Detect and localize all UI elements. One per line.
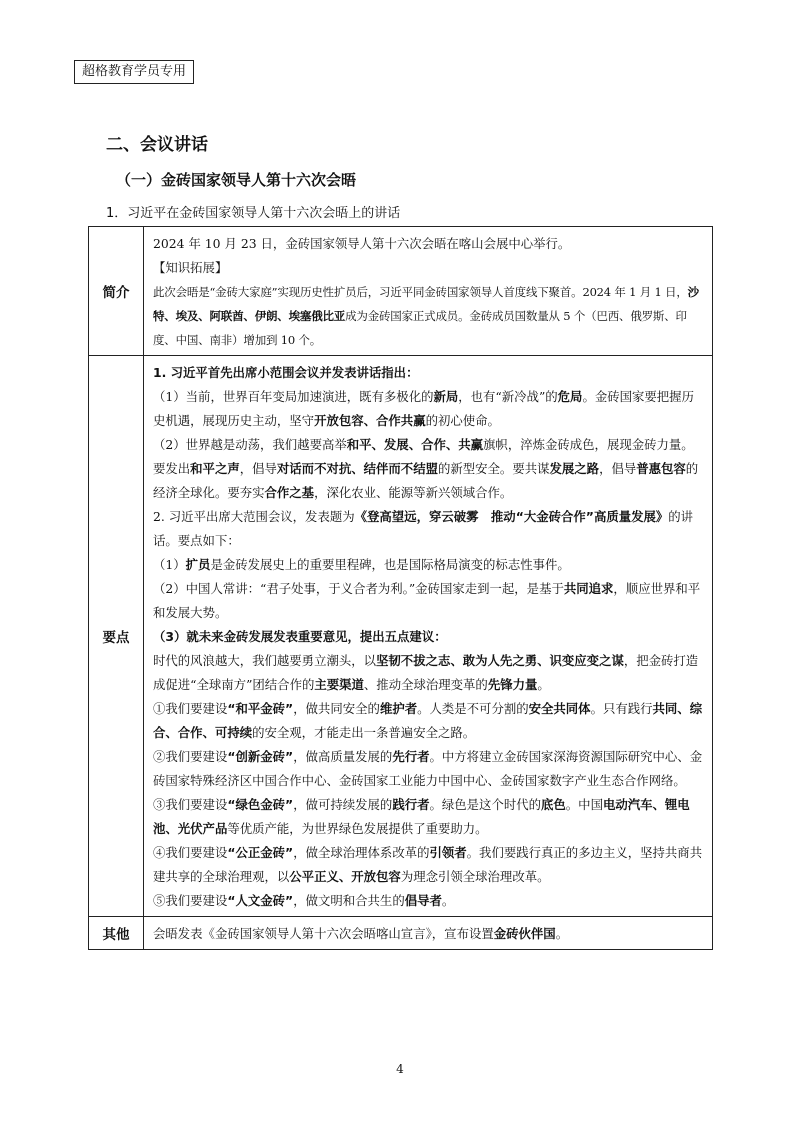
emphasis-text: 《登高望远，穿云破雾 推动“大金砖合作”高质量发展》 bbox=[354, 509, 669, 524]
body-text: 。绿色是这个时代的 bbox=[429, 797, 542, 812]
student-use-stamp: 超格教育学员专用 bbox=[74, 60, 194, 84]
new-members: 沙特、埃及、阿联酋、伊朗、埃塞俄比亚 bbox=[153, 285, 699, 323]
body-text: 。只有践行 bbox=[590, 701, 653, 716]
body-text: 的讲话。要点如下： bbox=[153, 509, 694, 548]
points-q3-body bbox=[153, 649, 705, 697]
points-s1-title: 1. 习近平首先出席小范围会议并发表讲话指出： bbox=[153, 365, 419, 380]
body-text: ，也有“新冷战”的 bbox=[458, 389, 558, 404]
emphasis-text: 先锋力量 bbox=[487, 677, 538, 692]
knowledge-ext-title: 【知识拓展】 bbox=[153, 260, 228, 275]
other-text bbox=[153, 922, 705, 946]
emphasis-text: “创新金砖” bbox=[227, 749, 294, 764]
points-q2 bbox=[153, 577, 705, 625]
body-text: ，做文明和合共生的 bbox=[293, 893, 405, 908]
points-cell bbox=[144, 356, 713, 917]
body-text: ，把金砖打造成促进“全球南方”团结合作的 bbox=[153, 653, 699, 692]
body-text: ，倡导 bbox=[599, 461, 637, 476]
proposal-peace bbox=[153, 697, 705, 745]
emphasis-text: 新局 bbox=[433, 389, 459, 404]
body-text: ，做共同安全的 bbox=[293, 701, 380, 716]
body-text: 的经济全球化。要夯实 bbox=[153, 461, 699, 500]
body-text: ，做可持续发展的 bbox=[293, 797, 393, 812]
points-p1 bbox=[153, 385, 705, 433]
points-q1 bbox=[153, 553, 705, 577]
body-text: ，做全球治理体系改革的 bbox=[293, 845, 430, 860]
emphasis-text: 公平正义、开放包容 bbox=[289, 869, 401, 884]
emphasis-text: 危局 bbox=[557, 389, 583, 404]
proposal-green bbox=[153, 793, 705, 841]
body-text: 2. 习近平出席大范围会议，发表题为 bbox=[153, 509, 355, 524]
body-text: 。金砖国家要把握历史机遇，展现历史主动，坚守 bbox=[153, 389, 694, 428]
body-text: （1） bbox=[153, 557, 186, 572]
row-label-points: 要点 bbox=[89, 356, 144, 917]
emphasis-text: “公正金砖” bbox=[227, 845, 294, 860]
points-s2 bbox=[153, 505, 705, 553]
proposal-justice bbox=[153, 841, 705, 889]
body-text: 的新型安全。要共谋 bbox=[437, 461, 550, 476]
body-text: 的初心使命。 bbox=[425, 413, 500, 428]
body-text: 为理念引领全球治理改革。 bbox=[400, 869, 550, 884]
emphasis-text: 维护者 bbox=[379, 701, 418, 716]
body-text: 。我们要践行真正的多边主义，坚持共商共建共享的全球治理观，以 bbox=[153, 845, 703, 884]
body-text: ②我们要建设 bbox=[153, 749, 228, 764]
emphasis-text: 共同追求 bbox=[563, 581, 614, 596]
subsection-title: （一）金砖国家领导人第十六次会晤 bbox=[116, 171, 357, 189]
body-text: 时代的风浪越大，我们越要勇立潮头，以 bbox=[153, 653, 377, 668]
body-text: 。中方将建立金砖国家深海资源国际研究中心、金砖国家特殊经济区中国合作中心、金砖国家工业能力中国中心、金砖国家数字产业生态合作网络。 bbox=[153, 749, 703, 788]
body-text: ，做高质量发展的 bbox=[293, 749, 393, 764]
emphasis-text: 开放包容、合作共赢 bbox=[314, 413, 426, 428]
body-text: 等优质产能，为世界绿色发展提供了重要助力。 bbox=[227, 821, 488, 836]
emphasis-text: 扩员 bbox=[185, 557, 211, 572]
body-text: ④我们要建设 bbox=[153, 845, 228, 860]
body-text: 、推动全球治理变革的 bbox=[363, 677, 488, 692]
row-label-other: 其他 bbox=[89, 917, 144, 950]
body-text: 。人类是不可分割的 bbox=[417, 701, 529, 716]
other-cell bbox=[144, 917, 713, 950]
ext-text-b: 成为金砖国家正式成员。金砖成员国数量从 5 个（巴西、俄罗斯、印度、中国、南非）增加到 10 个。 bbox=[153, 309, 687, 347]
points-p2 bbox=[153, 433, 705, 505]
row-label-intro: 简介 bbox=[89, 227, 144, 356]
emphasis-text: 电动汽车、锂电池、光伏产品 bbox=[153, 797, 690, 836]
emphasis-text: “绿色金砖” bbox=[227, 797, 294, 812]
body-text: （2）中国人常讲：“君子处事，于义合者为利。”金砖国家走到一起，是基于 bbox=[153, 581, 564, 596]
body-text: 。 bbox=[441, 893, 455, 908]
points-q3-title: （3）就未来金砖发展发表重要意见，提出五点建议： bbox=[153, 629, 447, 644]
emphasis-text: 主要渠道 bbox=[314, 677, 364, 692]
proposal-culture bbox=[153, 889, 705, 913]
body-text: （2）世界越是动荡，我们越要高举 bbox=[153, 437, 347, 452]
table-row bbox=[89, 227, 713, 356]
emphasis-text: 践行者 bbox=[392, 797, 430, 812]
emphasis-text: 倡导者 bbox=[404, 893, 442, 908]
body-text: 。中国 bbox=[565, 797, 603, 812]
emphasis-text: 底色 bbox=[541, 797, 566, 812]
body-text: 。 bbox=[555, 926, 569, 941]
emphasis-text: 引领者 bbox=[429, 845, 467, 860]
body-text: （1）当前，世界百年变局加速演进，既有多极化的 bbox=[153, 389, 434, 404]
emphasis-text: 对话而不对抗、结伴而不结盟 bbox=[276, 461, 438, 476]
emphasis-text: 安全共同体 bbox=[528, 701, 591, 716]
emphasis-text: 和平、发展、合作、共赢 bbox=[346, 437, 484, 452]
knowledge-ext-text bbox=[153, 280, 705, 352]
emphasis-text: 坚韧不拔之志、敢为人先之勇、识变应变之谋 bbox=[376, 653, 624, 668]
body-text: 。 bbox=[537, 677, 550, 692]
body-text: ③我们要建设 bbox=[153, 797, 228, 812]
section-title: 二、会议讲话 bbox=[106, 135, 208, 155]
body-text: ①我们要建设 bbox=[153, 701, 228, 716]
emphasis-text: 金砖伙伴国 bbox=[493, 926, 556, 941]
body-text: ，倡导 bbox=[239, 461, 277, 476]
ext-text-a: 此次会晤是“金砖大家庭”实现历史性扩员后，习近平同金砖国家领导人首度线下聚首。2024 年 1 月 1 日， bbox=[153, 285, 688, 299]
emphasis-text: “和平金砖” bbox=[227, 701, 294, 716]
body-text: 旗帜，淬炼金砖成色，展现金砖力量。要发出 bbox=[153, 437, 694, 476]
item-title: 1．习近平在金砖国家领导人第十六次会晤上的讲话 bbox=[106, 206, 401, 221]
intro-line: 2024 年 10 月 23 日，金砖国家领导人第十六次会晤在喀山会展中心举行。 bbox=[153, 236, 571, 251]
emphasis-text: 合作之基 bbox=[264, 485, 315, 500]
body-text: 是金砖发展史上的重要里程碑，也是国际格局演变的标志性事件。 bbox=[210, 557, 570, 572]
intro-cell bbox=[144, 227, 713, 356]
emphasis-text: “人文金砖” bbox=[227, 893, 294, 908]
table-row bbox=[89, 917, 713, 950]
body-text: ，深化农业、能源等新兴领域合作。 bbox=[314, 485, 513, 500]
body-text: 的安全观，才能走出一条普遍安全之路。 bbox=[252, 725, 476, 740]
emphasis-text: 先行者 bbox=[392, 749, 430, 764]
emphasis-text: 发展之路 bbox=[549, 461, 600, 476]
body-text: ，顺应世界和平和发展大势。 bbox=[153, 581, 701, 620]
emphasis-text: 共同、综合、合作、可持续 bbox=[153, 701, 703, 740]
emphasis-text: 和平之声 bbox=[190, 461, 240, 476]
body-text: ⑤我们要建设 bbox=[153, 893, 228, 908]
summary-table bbox=[88, 226, 713, 950]
proposal-innovation bbox=[153, 745, 705, 793]
page-number: 4 bbox=[396, 1062, 404, 1076]
table-row bbox=[89, 356, 713, 917]
body-text: 会晤发表《金砖国家领导人第十六次会晤喀山宣言》，宣布设置 bbox=[153, 926, 494, 941]
emphasis-text: 普惠包容 bbox=[636, 461, 686, 476]
